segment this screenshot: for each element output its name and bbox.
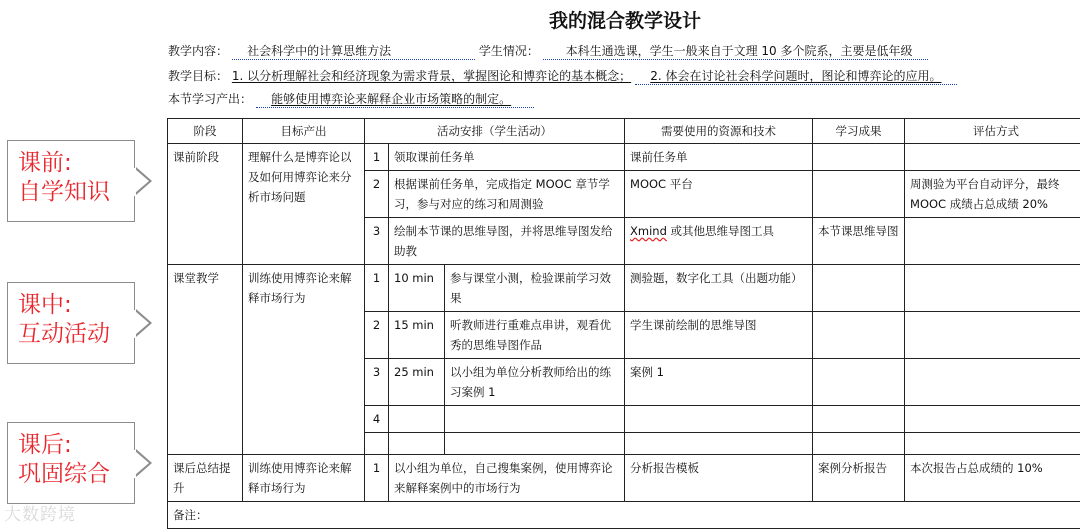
students-value: 本科生通选课，学生一般来自于文理 10 多个院系，主要是低年级 (543, 44, 928, 60)
outcome-cell (813, 312, 905, 359)
activity-cell: 绘制本节课的思维导图，并将思维导图发给助教 (389, 218, 625, 265)
content-value: 社会科学中的计算思维方法 (232, 44, 475, 60)
callout-pre-line2: 自学知识 (18, 179, 110, 205)
students-label: 学生情况： (478, 44, 539, 58)
callout-in-line1: 课中: (18, 292, 72, 318)
activity-cell: 领取课前任务单 (389, 144, 625, 171)
stage-post: 课后总结提升 (168, 455, 243, 502)
activity-cell: 参与课堂小测，检验课前学习效果 (445, 265, 625, 312)
activity-cell: 以小组为单位，自己搜集案例，使用博弈论来解释案例中的市场行为 (389, 455, 625, 502)
assessment-cell (905, 359, 1080, 406)
outcome-cell (813, 359, 905, 406)
content-label: 教学内容： (168, 44, 229, 58)
stage-pre: 课前阶段 (168, 144, 243, 265)
callout-in-line2: 互动活动 (18, 321, 110, 347)
document-title: 我的混合教学设计 (548, 10, 701, 32)
outcome-cell (813, 265, 905, 312)
resources-cell: 分析报告模板 (625, 455, 813, 502)
xmind-text: Xmind (630, 224, 667, 238)
output-value: 能够使用博弈论来解释企业市场策略的制定。 (256, 92, 534, 108)
resources-cell: MOOC 平台 (625, 171, 813, 218)
meta-row-content (168, 42, 928, 59)
goal-value-1: 1. 以分析理解社会和经济现象为需求背景，掌握图论和博弈论的基本概念； (231, 69, 632, 83)
assessment-cell (905, 218, 1080, 265)
callout-in-class (7, 282, 135, 364)
assessment-cell: 周测验为平台自动评分，最终 MOOC 成绩占总成绩 20% (905, 171, 1080, 218)
assessment-cell: 本次报告占总成绩的 10% (905, 455, 1080, 502)
row-number: 1 (365, 265, 389, 312)
header-assessment: 评估方式 (905, 119, 1080, 144)
row-number: 1 (365, 144, 389, 171)
resources-cell (625, 433, 813, 455)
resources-cell (625, 406, 813, 433)
assessment-cell (905, 265, 1080, 312)
activity-cell: 以小组为单位分析教师给出的练习案例 1 (445, 359, 625, 406)
meta-row-goals (168, 67, 957, 84)
time-cell: 25 min (389, 359, 445, 406)
resources-text: 或其他思维导图工具 (666, 224, 775, 238)
header-resources: 需要使用的资源和技术 (625, 119, 813, 144)
header-outcome: 学习成果 (813, 119, 905, 144)
assessment-cell (905, 433, 1080, 455)
time-cell: 10 min (389, 265, 445, 312)
row-number: 2 (365, 171, 389, 218)
row-number: 1 (365, 455, 389, 502)
outcome-cell (813, 144, 905, 171)
header-stage: 阶段 (168, 119, 243, 144)
callout-post-line2: 巩固综合 (18, 461, 110, 487)
row-number: 2 (365, 312, 389, 359)
resources-cell: 课前任务单 (625, 144, 813, 171)
activity-cell: 听教师进行重难点串讲，观看优秀的思维导图作品 (445, 312, 625, 359)
callout-post-line1: 课后: (18, 432, 72, 458)
assessment-cell (905, 312, 1080, 359)
outcome-cell: 案例分析报告 (813, 455, 905, 502)
teaching-plan-table (167, 118, 1080, 529)
activity-cell (445, 433, 625, 455)
meta-row-output (168, 90, 534, 107)
outcome-cell (813, 171, 905, 218)
row-number (365, 433, 389, 455)
row-number: 3 (365, 218, 389, 265)
outcome-cell (813, 433, 905, 455)
stage-class: 课堂教学 (168, 265, 243, 455)
outcome-cell: 本节课思维导图 (813, 218, 905, 265)
resources-cell (625, 218, 813, 265)
activity-cell: 根据课前任务单，完成指定 MOOC 章节学习，参与对应的练习和周测验 (389, 171, 625, 218)
time-cell: 15 min (389, 312, 445, 359)
assessment-cell (905, 406, 1080, 433)
time-cell (389, 433, 445, 455)
resources-cell: 学生课前绘制的思维导图 (625, 312, 813, 359)
header-goal: 目标产出 (243, 119, 365, 144)
table-row (168, 455, 1080, 502)
resources-cell: 案例 1 (625, 359, 813, 406)
row-number: 4 (365, 406, 389, 433)
notes-label: 备注： (168, 502, 1080, 529)
table-row (168, 144, 1080, 171)
time-cell (389, 406, 445, 433)
notes-row (168, 502, 1080, 529)
goal-pre: 理解什么是博弈论以及如何用博弈论来分析市场问题 (243, 144, 365, 265)
callout-post-class (7, 422, 135, 504)
table-row (168, 265, 1080, 312)
goal-post: 训练使用博弈论来解释市场行为 (243, 455, 365, 502)
goal-class: 训练使用博弈论来解释市场行为 (243, 265, 365, 455)
header-activity: 活动安排（学生活动） (365, 119, 625, 144)
goal-label: 教学目标： (168, 69, 229, 83)
goal-value-2: 2. 体会在讨论社会科学问题时，图论和博弈论的应用。 (635, 69, 957, 85)
watermark: 大数跨境 (4, 505, 76, 525)
callout-pre-line1: 课前: (18, 150, 72, 176)
callout-pre-class (7, 140, 135, 222)
row-number: 3 (365, 359, 389, 406)
resources-cell: 测验题，数字化工具（出题功能） (625, 265, 813, 312)
table-header-row (168, 119, 1080, 144)
outcome-cell (813, 406, 905, 433)
assessment-cell (905, 144, 1080, 171)
activity-cell (445, 406, 625, 433)
output-label: 本节学习产出： (168, 92, 253, 106)
